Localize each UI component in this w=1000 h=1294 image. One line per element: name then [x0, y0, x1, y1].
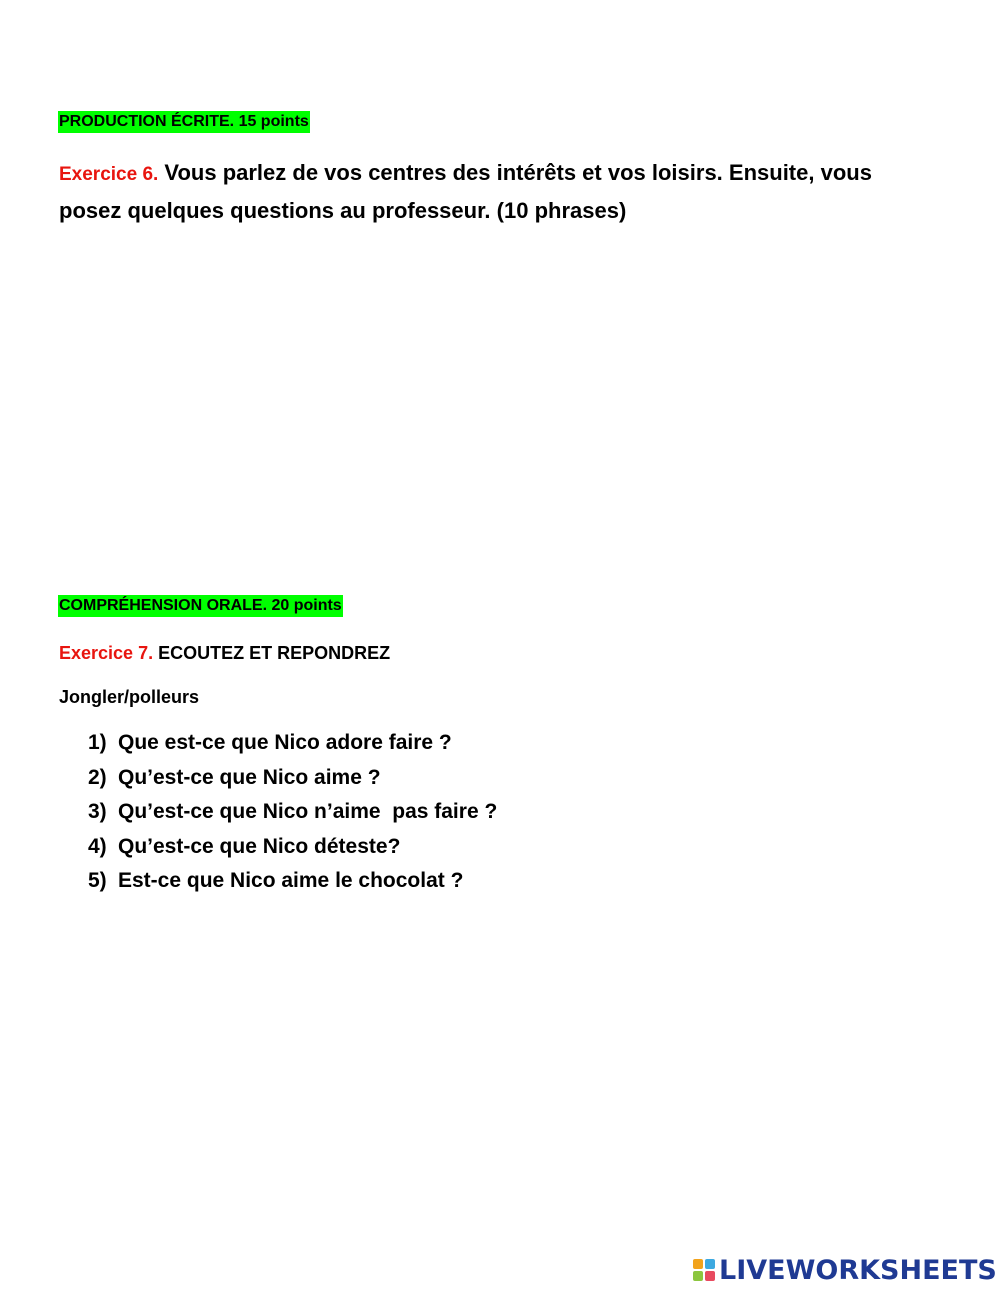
question-number: 2): [88, 765, 107, 789]
exercise-7-subject: Jongler/polleurs: [59, 687, 200, 707]
logo-square-i: [705, 1259, 715, 1269]
question-text: Qu’est-ce que Nico n’aime pas faire ?: [118, 800, 498, 823]
exercise-7-instructions: [59, 643, 390, 664]
question-number: 1): [88, 731, 107, 754]
exercise-7-label: Exercice 7.: [59, 643, 154, 663]
question-item: [88, 726, 497, 761]
liveworksheets-logo[interactable]: [693, 1253, 997, 1287]
liveworksheets-logo-icon: [693, 1259, 715, 1281]
exercise-6-instructions: [59, 155, 939, 229]
question-text: Que est-ce que Nico adore faire ?: [118, 731, 452, 754]
question-item: [88, 864, 497, 899]
question-item: [88, 830, 497, 865]
question-item: [88, 795, 497, 830]
exercise-6-text: Vous parlez de vos centres des intérêts et vos loisirs. Ensuite, vous posez quelques questions au professeur. (10 phrases): [59, 160, 872, 223]
liveworksheets-logo-text: LIVEWORKSHEETS: [719, 1254, 997, 1286]
question-text: Qu’est-ce que Nico aime ?: [118, 765, 381, 789]
question-text: Est-ce que Nico aime le chocolat ?: [118, 869, 464, 892]
question-item: [88, 761, 497, 796]
question-list: [88, 726, 497, 899]
logo-square-e: [705, 1271, 715, 1281]
logo-square-l: [693, 1259, 703, 1269]
question-text: Qu’est-ce que Nico déteste?: [118, 834, 401, 858]
question-number: 5): [88, 869, 107, 892]
logo-square-v: [693, 1271, 703, 1281]
production-ecrite-heading: PRODUCTION ÉCRITE. 15 points: [58, 111, 310, 133]
exercise-7-text: ECOUTEZ ET REPONDREZ: [153, 643, 391, 663]
question-number: 3): [88, 800, 107, 823]
exercise-6-label: Exercice 6.: [59, 164, 159, 185]
question-number: 4): [88, 834, 107, 858]
comprehension-orale-heading: COMPRÉHENSION ORALE. 20 points: [58, 595, 343, 617]
